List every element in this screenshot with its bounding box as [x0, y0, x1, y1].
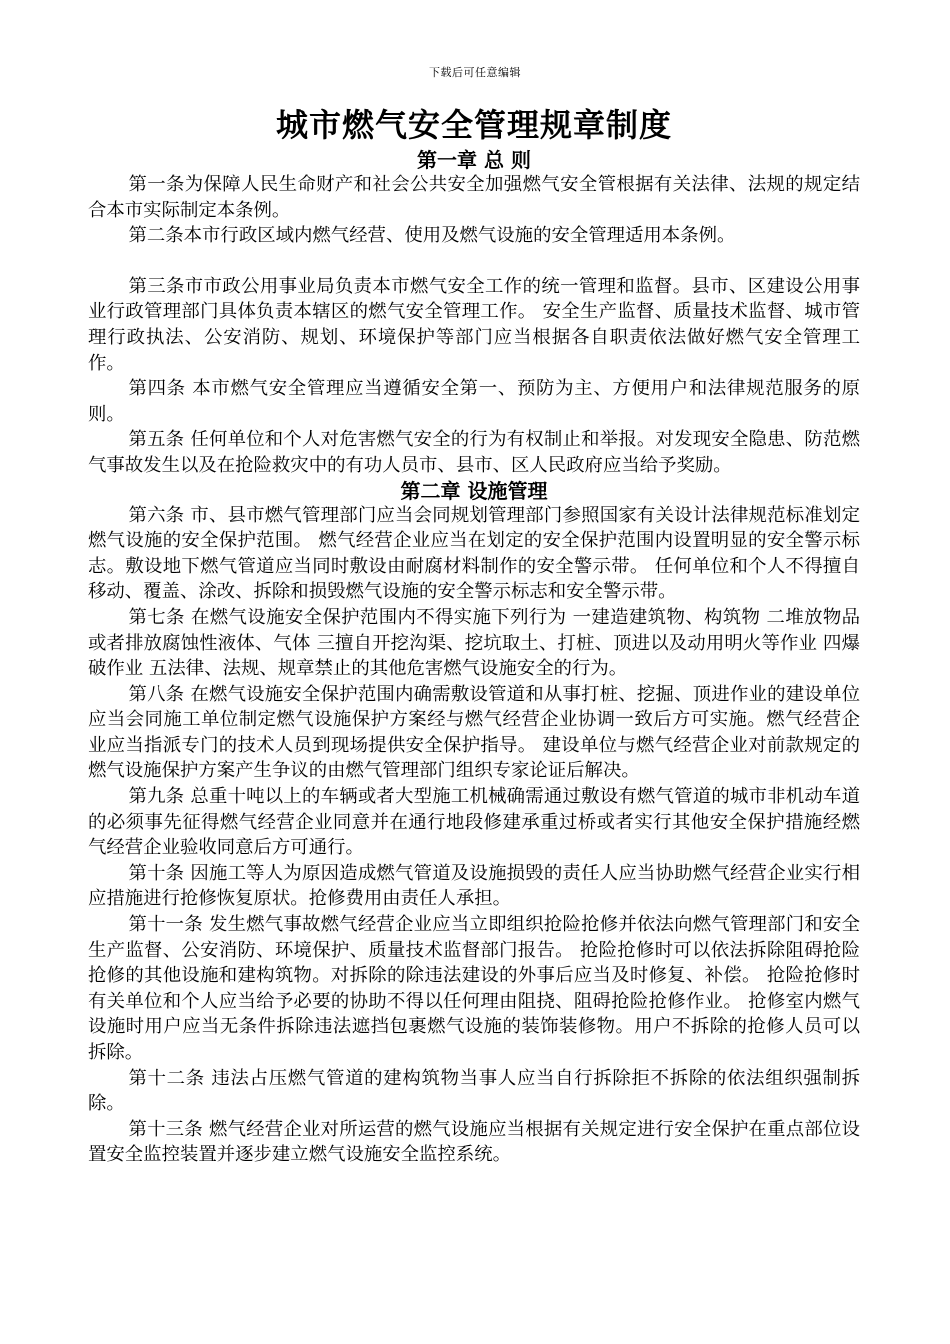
article-6: 第六条 市、县市燃气管理部门应当会同规划管理部门参照国家有关设计法律规范标准划定燃气设施的安全保护范围。 燃气经营企业应当在划定的安全保护范围内设置明显的安全警示标志。敷设地下燃气管道应当同时敷设由耐腐材料制作的安全警示带。 任何单位和个人不得擅自移动、覆盖、涂改、拆除和损毁燃气设施的安全警示标志和安全警示带。 [88, 504, 860, 603]
article-1: 第一条为保障人民生命财产和社会公共安全加强燃气安全管根据有关法律、法规的规定结合本市实际制定本条例。 [88, 174, 860, 221]
article-11: 第十一条 发生燃气事故燃气经营企业应当立即组织抢险抢修并依法向燃气管理部门和安全生产监督、公安消防、环境保护、质量技术监督部门报告。 抢险抢修时可以依法拆除阻碍抢险抢修的其他设施和建构筑物。对拆除的除违法建设的外事后应当及时修复、补偿。 抢险抢修时有关单位和个人应当给予必要的协助不得以任何理由阻挠、阻碍抢险抢修作业。 抢修室内燃气设施时用户应当无条件拆除违法遮挡包裹燃气设施的装饰装修物。用户不拆除的抢修人员可以拆除。 [88, 914, 860, 1063]
article-3: 第三条市市政公用事业局负责本市燃气安全工作的统一管理和监督。县市、区建设公用事业行政管理部门具体负责本辖区的燃气安全管理工作。 安全生产监督、质量技术监督、城市管理行政执法、公安消防、规划、环境保护等部门应当根据各自职责依法做好燃气安全管理工作。 [88, 275, 860, 374]
chapter-heading-1: 第一章 总 则 [417, 148, 531, 172]
article-2: 第二条本市行政区域内燃气经营、使用及燃气设施的安全管理适用本条例。 [128, 225, 736, 247]
header-note: 下载后可任意编辑 [429, 66, 521, 79]
article-12: 第十二条 违法占压燃气管道的建构筑物当事人应当自行拆除拒不拆除的依法组织强制拆除。 [88, 1067, 860, 1115]
article-8: 第八条 在燃气设施安全保护范围内确需敷设管道和从事打桩、挖掘、顶进作业的建设单位应当会同施工单位制定燃气设施保护方案经与燃气经营企业协调一致后方可实施。燃气经营企业应当指派专门的技术人员到现场提供安全保护指导。 建设单位与燃气经营企业对前款规定的燃气设施保护方案产生争议的由燃气管理部门组织专家论证后解决。 [88, 683, 860, 782]
document-title: 城市燃气安全管理规章制度 [275, 106, 672, 144]
article-4: 第四条 本市燃气安全管理应当遵循安全第一、预防为主、方便用户和法律规范服务的原则。 [88, 378, 860, 425]
chapter-heading-2: 第二章 设施管理 [400, 478, 548, 503]
document-body [88, 104, 860, 1168]
article-13: 第十三条 燃气经营企业对所运营的燃气设施应当根据有关规定进行安全保护在重点部位设置安全监控装置并逐步建立燃气设施安全监控系统。 [88, 1118, 860, 1166]
article-9: 第九条 总重十吨以上的车辆或者大型施工机械确需通过敷设有燃气管道的城市非机动车道的必须事先征得燃气经营企业同意并在通行地段修建承重过桥或者实行其他安全保护措施经燃气经营企业验收同意后方可通行。 [88, 786, 860, 859]
paragraph-gap [88, 249, 860, 274]
article-10: 第十条 因施工等人为原因造成燃气管道及设施损毁的责任人应当协助燃气经营企业实行相应措施进行抢修恢复原状。抢修费用由责任人承担。 [88, 862, 860, 910]
article-5: 第五条 任何单位和个人对危害燃气安全的行为有权制止和举报。对发现安全隐患、防范燃气事故发生以及在抢险救灾中的有功人员市、县市、区人民政府应当给予奖励。 [88, 429, 860, 476]
article-7: 第七条 在燃气设施安全保护范围内不得实施下列行为 一建造建筑物、构筑物 二堆放物品或者排放腐蚀性液体、气体 三擅自开挖沟渠、挖坑取土、打桩、顶进以及动用明火等作业 四爆破作业 五法律、法规、规章禁止的其他危害燃气设施安全的行为。 [88, 606, 860, 680]
